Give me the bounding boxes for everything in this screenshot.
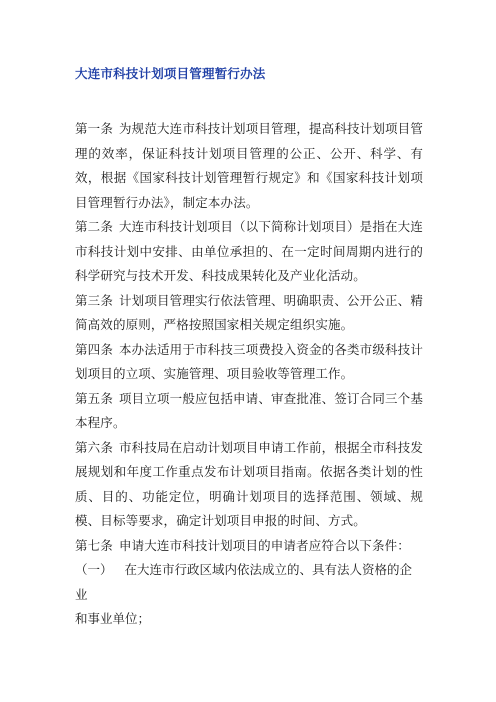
- document-title: 大连市科技计划项目管理暂行办法: [75, 66, 266, 81]
- article-1: [75, 117, 423, 215]
- article-number: 第二条: [75, 219, 114, 234]
- article-3: [75, 289, 423, 338]
- article-number: 第七条: [75, 537, 113, 553]
- article-text: 市科技局在启动计划项目申请工作前，根据全市科技发展规划和年度工作重点发布计划项目指南。依据各类计划的性质、目的、功能定位，明确计划项目的选择范围、领域、规模、目标等要求，确定计划项目申报的时间、方式。: [75, 439, 424, 528]
- article-number: 第六条: [75, 439, 114, 455]
- article-text: 项目立项一般应包括申请、审查批准、签订合同三个基本程序。: [75, 390, 424, 430]
- item-text-line1: 在大连市行政区域内依法成立的、具有法人资格的企业: [75, 562, 413, 602]
- article-text: 申请大连市科技计划项目的申请者应符合以下条件：: [118, 537, 410, 553]
- document-body: [75, 117, 423, 632]
- article-number: 第三条: [75, 292, 114, 308]
- item-number: （一）: [75, 562, 113, 577]
- article-text: 计划项目管理实行依法管理、明确职责、公开公正、精简高效的原则，严格按照国家相关规定组织实施。: [75, 292, 424, 332]
- list-item: [75, 558, 423, 607]
- article-text: 本办法适用于市科技三项费投入资金的各类市级科技计划项目的立项、实施管理、项目验收等管理工作。: [75, 341, 424, 381]
- article-text: 大连市科技计划项目（以下简称计划项目）是指在大连市科技计划中安排、由单位承担的、在一定时间周期内进行的科学研究与技术开发、科技成果转化及产业化活动。: [75, 219, 424, 283]
- article-5: [75, 387, 423, 436]
- item-text-line2: 和事业单位；: [75, 611, 151, 626]
- article-2: [75, 215, 423, 289]
- article-number: 第一条: [75, 121, 114, 136]
- list-item-continuation: [75, 607, 423, 632]
- article-4: [75, 338, 423, 387]
- article-number: 第四条: [75, 341, 114, 357]
- article-7: [75, 534, 423, 559]
- article-text: 为规范大连市科技计划项目管理，提高科技计划项目管理的效率，保证科技计划项目管理的公正、公开、科学、有效，根据《国家科技计划管理暂行规定》和《国家科技计划项目管理暂行办法》，制定本办法。: [75, 121, 424, 210]
- article-number: 第五条: [75, 390, 114, 406]
- article-6: [75, 436, 423, 534]
